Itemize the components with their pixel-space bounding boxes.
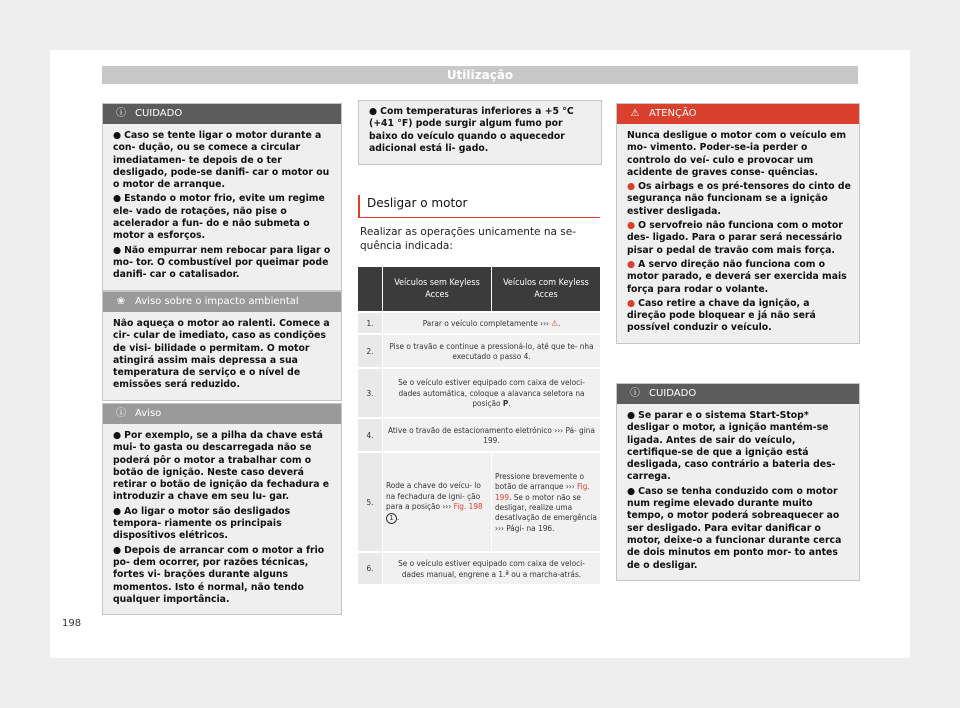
step-text: Se o veículo estiver equipado com caixa de veloci- dades automática, coloque a alavanca seletora na posição P. [383,368,601,418]
step-text: Ative o travão de estacionamento eletrónico ››› Pá- gina 199. [383,418,601,452]
caution-box-right [616,383,860,581]
page-reference[interactable]: Pági- na 196 [506,522,553,533]
step-text: Se o veículo estiver equipado com caixa de veloci- dades manual, engrene a 1.ª ou a marcha-atrás. [383,552,601,584]
note-body [103,424,341,614]
callout-number: 1 [386,513,397,524]
caution-item: ● Não empurrar nem rebocar para ligar o mo- tor. O combustível por queimar pode danifi- car o catalisador. [113,244,331,281]
step-number: 4. [358,418,383,452]
step-number: 2. [358,334,383,368]
note-item: ● Por exemplo, se a pilha da chave está mui- to gasta ou descarregada não se poderá pôr o motor a trabalhar com o botão de ignição. Neste caso deverá retirar o botão de ignição da fechadura e introduzir a chave em seu lu- gar. [113,430,330,503]
step-number: 1. [358,312,383,334]
note-title: Aviso [135,408,162,419]
environment-box [102,291,342,401]
environment-header [103,292,341,312]
caution-header [103,104,341,124]
warning-item: ● A servo direção não funciona com o motor parado, e deverá ser exercida mais força para rodar o volante. [627,258,847,295]
warning-triangle-icon: ⚠ [630,108,640,119]
note-header [103,404,341,424]
caution-title: CUIDADO [135,108,183,119]
step-number: 5. [358,452,383,552]
leaf-icon: ❀ [116,296,126,307]
note-box [102,403,342,615]
warning-item: ● Os airbags e os pré-tensores do cinto de segurança não funcionam se a ignição estiver desligada. [627,181,851,217]
warning-item: ● Caso retire a chave da ignição, a direção pode bloquear e já não será possível conduzir o veículo. [627,297,816,334]
caution-item: ● Caso se tenha conduzido com o motor num regime elevado durante muito tempo, o motor poderá sobreaquecer ao ser desligado. Para evitar danificar o motor, deixe-o a funcionar durante cerca de dois minutos em ponto mor- to antes de o desligar. [627,485,842,571]
table-row [358,452,600,552]
environment-body [103,312,341,400]
note-item: ● Ao ligar o motor são desligados tempora- riamente os principais dispositivos elétricos. [113,505,291,542]
table-row [358,334,600,368]
environment-text: Não aqueça o motor ao ralenti. Comece a cir- cular de imediato, caso as condições de visi- bilidade o permitam. O motor atingirá assim mais depressa a sua temperatura de serviço e o nível de emissões será reduzido. [113,318,330,391]
table-header-row [358,267,600,312]
caution-item: ● Estando o motor frio, evite um regime ele- vado de rotações, não pise o acelerador a fun- do e não submeta o motor a esforços. [113,193,325,242]
step-number: 3. [358,368,383,418]
info-circle-icon: ⓘ [116,108,126,119]
continued-body [359,101,601,164]
step-text: Pise o travão e continue a pressioná-lo, até que te- nha executado o passo 4. [383,334,601,368]
warning-header [617,104,859,124]
table-row [358,552,600,584]
table-header-blank [358,267,383,312]
section-title: Desligar o motor [367,196,468,210]
table-header-col1: Veículos sem Keyless Acces [383,267,492,312]
section-heading [358,195,600,218]
caution-item: ● Se parar e o sistema Start-Stop* desligar o motor, a ignição mantém-se ligada. Antes de sair do veículo, certifique-se de que a ignição está desligada, caso contrário a bateria des- carrega. [627,410,836,483]
table-row [358,368,600,418]
table-header-col2: Veículos com Keyless Acces [492,267,601,312]
page-header: Utilização [102,66,858,84]
manual-page [50,50,910,658]
warning-triangle-icon: ⚠ [551,317,558,328]
info-square-icon: ⓘ [116,408,126,419]
step-text-col2: Pressione brevemente o botão de arranque ››› Fig. 199. Se o motor não se desligar, realize uma desativação de emergência ››› Pági- na 196. [492,452,601,552]
page-reference[interactable]: Pá- gina 199 [483,424,595,445]
step-text: Parar o veículo completamente ››› ⚠. [383,312,601,334]
info-circle-icon: ⓘ [630,388,640,399]
table-row [358,312,600,334]
environment-title: Aviso sobre o impacto ambiental [135,296,299,307]
page-number: 198 [62,618,82,629]
warning-title: ATENÇÃO [649,108,697,119]
warning-item: ● O servofreio não funciona com o motor des- ligado. Para o parar será necessário pisar o pedal de travão com mais força. [627,220,843,256]
caution-body [617,404,859,580]
figure-reference[interactable]: Fig. 199 [495,481,590,502]
step-number: 6. [358,552,383,584]
warning-box [616,103,860,344]
table-row [358,418,600,452]
continued-box [358,100,602,165]
warning-body [617,124,859,343]
caution-title: CUIDADO [649,388,697,399]
caution-header [617,384,859,404]
intro-text: Realizar as operações unicamente na se- quência indicada: [360,226,576,252]
step-text-col1: Rode a chave do veícu- lo na fechadura de igni- ção para a posição ››› Fig. 198 1 . [383,452,492,552]
caution-body [103,124,341,290]
note-item: ● Depois de arrancar com o motor a frio po- dem ocorrer, por razões técnicas, fortes vi- brações durante alguns momentos. Isto é normal, não tendo qualquer importância. [113,544,325,605]
continued-item: ● Com temperaturas inferiores a +5 °C (+41 °F) pode surgir algum fumo por baixo do veículo quando o aquecedor adicional está li- gado. [369,106,574,154]
steps-table [358,267,600,584]
caution-item: ● Caso se tente ligar o motor durante a con- dução, ou se comece a circular imediatamen- te depois de o ter desligado, pode-se danifi- car o motor ou o motor de arranque. [113,130,330,191]
figure-reference[interactable]: Fig. 198 [453,501,483,512]
caution-box-left [102,103,342,291]
warning-intro: Nunca desligue o motor com o veículo em mo- vimento. Poder-se-ia perder o controlo do veí- culo e provocar um acidente de graves conse- quências. [627,130,847,178]
